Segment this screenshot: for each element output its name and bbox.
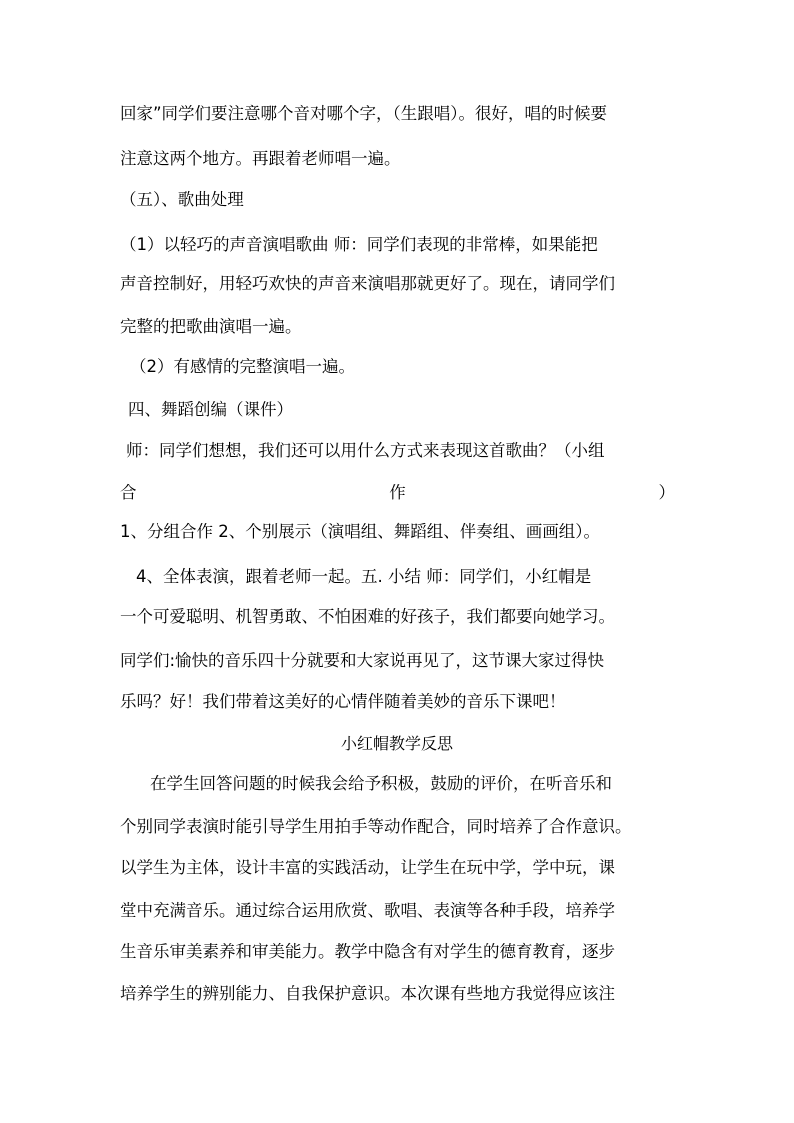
text-line: 声音控制好，用轻巧欢快的声音来演唱那就更好了。现在，请同学们 bbox=[120, 274, 615, 293]
spread-word: ） bbox=[658, 483, 675, 502]
text-line: 生音乐审美素养和审美能力。教学中隐含有对学生的德育教育，逐步 bbox=[120, 942, 615, 961]
text-line: 以学生为主体，设计丰富的实践活动，让学生在玩中学，学中玩，课 bbox=[120, 858, 615, 877]
text-line: 完整的把歌曲演唱一遍。 bbox=[120, 317, 302, 336]
text-line: 一个可爱聪明、机智勇敢、不怕困难的好孩子，我们都要向她学习。 bbox=[120, 607, 615, 626]
text-line: 培养学生的辨别能力、自我保护意识。本次课有些地方我觉得应该注 bbox=[120, 984, 615, 1003]
text-line: 乐吗？好！我们带着这美好的心情伴随着美妙的音乐下课吧！ bbox=[120, 692, 566, 711]
text-line: （1）以轻巧的声音演唱歌曲 师：同学们表现的非常棒，如果能把 bbox=[120, 235, 598, 254]
text-line: （2）有感情的完整演唱一遍。 bbox=[130, 357, 355, 376]
text-line: 回家”同学们要注意哪个音对哪个字，（生跟唱）。很好，唱的时候要 bbox=[120, 104, 608, 123]
text-line: 师：同学们想想，我们还可以用什么方式来表现这首歌曲？（小组 bbox=[126, 441, 605, 460]
text-line: 堂中充满音乐。通过综合运用欣赏、歌唱、表演等各种手段，培养学 bbox=[120, 901, 615, 920]
text-line: 个别同学表演时能引导学生用拍手等动作配合，同时培养了合作意识。 bbox=[120, 817, 632, 836]
reflection-title: 小红帽教学反思 bbox=[340, 734, 453, 753]
section-heading: 四、舞蹈创编（课件） bbox=[128, 400, 293, 419]
spread-word: 作 bbox=[389, 483, 406, 502]
spread-line bbox=[120, 483, 675, 503]
spread-word: 合 bbox=[120, 483, 137, 502]
text-line: 同学们:愉快的音乐四十分就要和大家说再见了，这节课大家过得快 bbox=[120, 651, 605, 670]
text-line: 4、全体表演，跟着老师一起。五. 小结 师：同学们，小红帽是 bbox=[136, 567, 592, 586]
text-line: 1、分组合作 2、个别展示（演唱组、舞蹈组、伴奏组、画画组）。 bbox=[120, 522, 600, 541]
section-heading: （五）、歌曲处理 bbox=[120, 190, 244, 209]
text-line: 注意这两个地方。再跟着老师唱一遍。 bbox=[120, 149, 401, 168]
text-line: 在学生回答问题的时候我会给予积极，鼓励的评价，在听音乐和 bbox=[150, 774, 612, 793]
